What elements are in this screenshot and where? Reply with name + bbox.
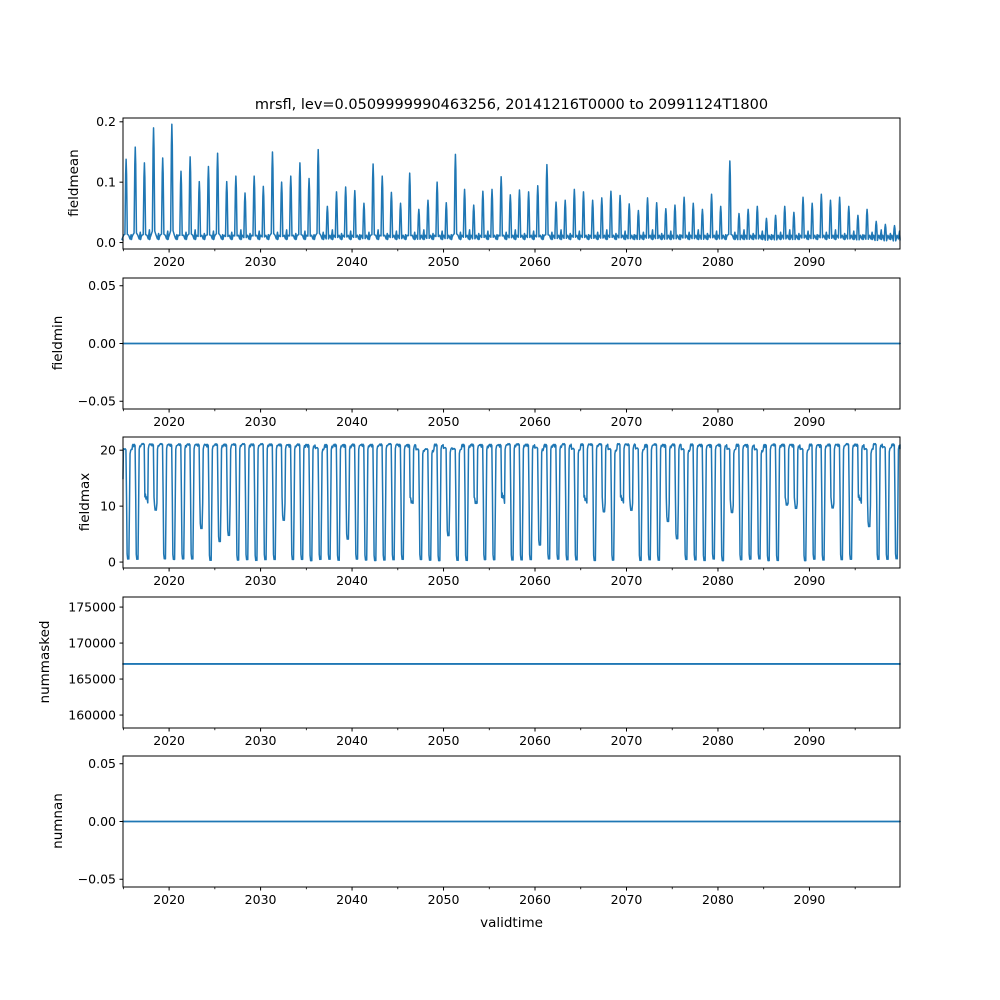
x-tick-label: 2070 xyxy=(610,733,643,748)
x-tick-label: 2040 xyxy=(336,414,368,429)
x-tick-label: 2070 xyxy=(610,254,643,269)
y-tick-label: 0 xyxy=(108,554,116,570)
y-tick-label: −0.05 xyxy=(77,871,116,887)
x-tick-label: 2080 xyxy=(702,573,734,588)
y-tick-label: 175000 xyxy=(68,599,116,615)
x-tick-label: 2030 xyxy=(244,892,277,907)
y-tick-label: 160000 xyxy=(68,707,116,723)
x-tick-label: 2050 xyxy=(427,573,460,588)
ylabel-fieldmean: fieldmean xyxy=(66,149,82,217)
x-tick-label: 2060 xyxy=(519,733,551,748)
x-tick-label: 2020 xyxy=(153,414,186,429)
ylabel-fieldmax: fieldmax xyxy=(77,472,93,532)
y-tick-label: 165000 xyxy=(68,671,116,687)
x-tick-label: 2060 xyxy=(519,892,551,907)
series-fieldmean xyxy=(122,124,900,241)
y-tick-label: 170000 xyxy=(68,635,116,651)
x-tick-label: 2080 xyxy=(702,892,734,907)
x-tick-label: 2040 xyxy=(336,892,368,907)
ylabel-numnan: numnan xyxy=(50,793,66,849)
series-fieldmax xyxy=(123,444,900,561)
x-tick-label: 2050 xyxy=(427,414,460,429)
x-tick-label: 2060 xyxy=(519,573,551,588)
x-tick-label: 2040 xyxy=(336,254,368,269)
x-tick-label: 2050 xyxy=(427,892,460,907)
y-tick-label: 10 xyxy=(100,498,116,514)
subplot-fieldmean xyxy=(96,114,900,269)
subplot-nummasked xyxy=(68,597,900,748)
y-tick-label: 0.00 xyxy=(88,335,116,351)
subplot-fieldmin xyxy=(78,278,900,429)
subplot-fieldmax xyxy=(100,437,900,588)
x-tick-label: 2050 xyxy=(427,733,460,748)
x-tick-label: 2040 xyxy=(336,573,368,588)
y-tick-label: 0.00 xyxy=(88,813,116,829)
axes-frame xyxy=(123,597,900,728)
y-tick-label: 0.0 xyxy=(96,234,116,250)
x-tick-label: 2020 xyxy=(153,573,186,588)
x-tick-label: 2070 xyxy=(610,892,643,907)
x-tick-label: 2050 xyxy=(427,254,460,269)
y-tick-label: 0.05 xyxy=(88,756,116,772)
y-tick-label: 20 xyxy=(100,442,116,458)
xlabel-validtime: validtime xyxy=(480,915,543,931)
x-tick-label: 2020 xyxy=(153,254,186,269)
x-tick-label: 2080 xyxy=(702,414,734,429)
y-tick-label: 0.2 xyxy=(96,114,116,130)
x-tick-label: 2060 xyxy=(519,414,551,429)
y-tick-label: 0.1 xyxy=(96,174,116,190)
x-tick-label: 2020 xyxy=(153,733,186,748)
x-tick-label: 2090 xyxy=(793,414,826,429)
x-tick-label: 2030 xyxy=(244,573,277,588)
ylabel-fieldmin: fieldmin xyxy=(50,315,66,371)
x-tick-label: 2020 xyxy=(153,892,186,907)
x-tick-label: 2090 xyxy=(793,254,826,269)
x-tick-label: 2090 xyxy=(793,573,826,588)
x-tick-label: 2070 xyxy=(610,573,643,588)
y-tick-label: 0.05 xyxy=(88,278,116,294)
x-tick-label: 2030 xyxy=(244,414,277,429)
x-tick-label: 2040 xyxy=(336,733,368,748)
y-tick-label: −0.05 xyxy=(77,393,116,409)
x-tick-label: 2080 xyxy=(702,254,734,269)
chart-title: mrsfl, lev=0.0509999990463256, 20141216T0000 to 20991124T1800 xyxy=(254,97,769,113)
x-tick-label: 2080 xyxy=(702,733,734,748)
x-tick-label: 2060 xyxy=(519,254,551,269)
x-tick-label: 2090 xyxy=(793,733,826,748)
x-tick-label: 2070 xyxy=(610,414,643,429)
x-tick-label: 2030 xyxy=(244,733,277,748)
x-tick-label: 2090 xyxy=(793,892,826,907)
ylabel-nummasked: nummasked xyxy=(37,620,53,704)
subplot-numnan xyxy=(78,756,900,907)
x-tick-label: 2030 xyxy=(244,254,277,269)
